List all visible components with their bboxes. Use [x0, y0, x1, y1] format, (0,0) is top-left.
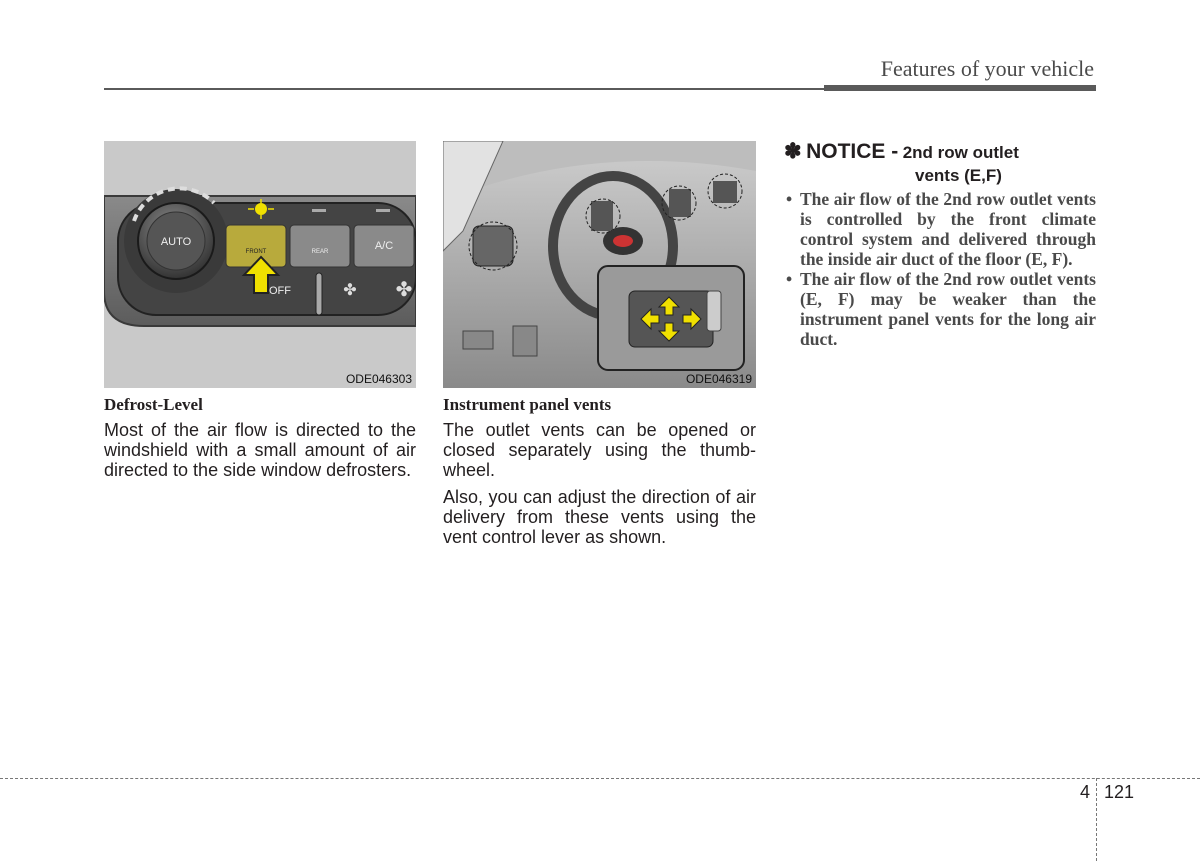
body-paragraph: The outlet vents can be opened or closed separately using the thumb-wheel.	[443, 420, 756, 480]
notice-heading	[784, 139, 1104, 186]
notice-bullet-text: The air flow of the 2nd row outlet vents (E, F) may be weaker than the instrument panel vents for the long air duct.	[800, 269, 1096, 349]
header-rule-thin	[104, 88, 824, 90]
notice-title-line2: vents (E,F)	[915, 166, 1002, 185]
ac-label: A/C	[374, 240, 394, 252]
figure-code: ODE046319	[685, 372, 752, 386]
footer-dashed-divider	[1096, 778, 1097, 861]
rear-label: REAR	[311, 249, 329, 255]
body-paragraph: Also, you can adjust the direction of air delivery from these vents using the vent control lever as shown.	[443, 487, 756, 547]
notice-label: NOTICE -	[806, 140, 899, 163]
off-label: OFF	[269, 285, 291, 297]
instrument-panel-illustration	[443, 141, 756, 388]
body-paragraph: Most of the air flow is directed to the windshield with a small amount of air directed to the side window defrosters.	[104, 420, 416, 480]
section-caption: Instrument panel vents	[443, 395, 612, 414]
section-defrost-level	[104, 395, 416, 487]
figure-code: ODE046303	[345, 372, 412, 386]
notice-list	[784, 189, 1096, 349]
header-rule-thick	[824, 85, 1096, 91]
list-item: • The air flow of the 2nd row outlet vents (E, F) may be weaker than the instrument panel vents for the long air duct.	[786, 269, 1096, 349]
notice-symbol: ✽	[784, 140, 802, 163]
front-defrost-button	[226, 225, 286, 267]
section-instrument-panel-vents	[443, 395, 756, 554]
section-caption: Defrost-Level	[104, 395, 203, 414]
chapter-number: 4	[1080, 782, 1091, 802]
rear-defrost-button	[290, 225, 350, 267]
fan-low-icon: ✤	[343, 280, 357, 299]
list-item: • The air flow of the 2nd row outlet vents is controlled by the front climate control system and delivered through the inside air duct of the floor (E, F).	[786, 189, 1096, 269]
indicator-light	[255, 203, 267, 215]
notice-bullet-text: The air flow of the 2nd row outlet vents is controlled by the front climate control system and delivered through the inside air duct of the floor (E, F).	[800, 189, 1096, 269]
running-header-title: Features of your vehicle	[880, 56, 1094, 81]
auto-label: AUTO	[160, 236, 192, 248]
climate-panel-illustration	[104, 141, 416, 388]
fan-high-icon: ✤	[395, 277, 413, 301]
front-label: FRONT	[245, 249, 267, 255]
page-number: 121	[1104, 782, 1135, 802]
instrument-panel-figure	[443, 141, 756, 388]
climate-panel-figure	[104, 141, 416, 388]
notice-title-line1: 2nd row outlet	[902, 143, 1019, 162]
footer-dashed-rule	[0, 778, 1200, 779]
